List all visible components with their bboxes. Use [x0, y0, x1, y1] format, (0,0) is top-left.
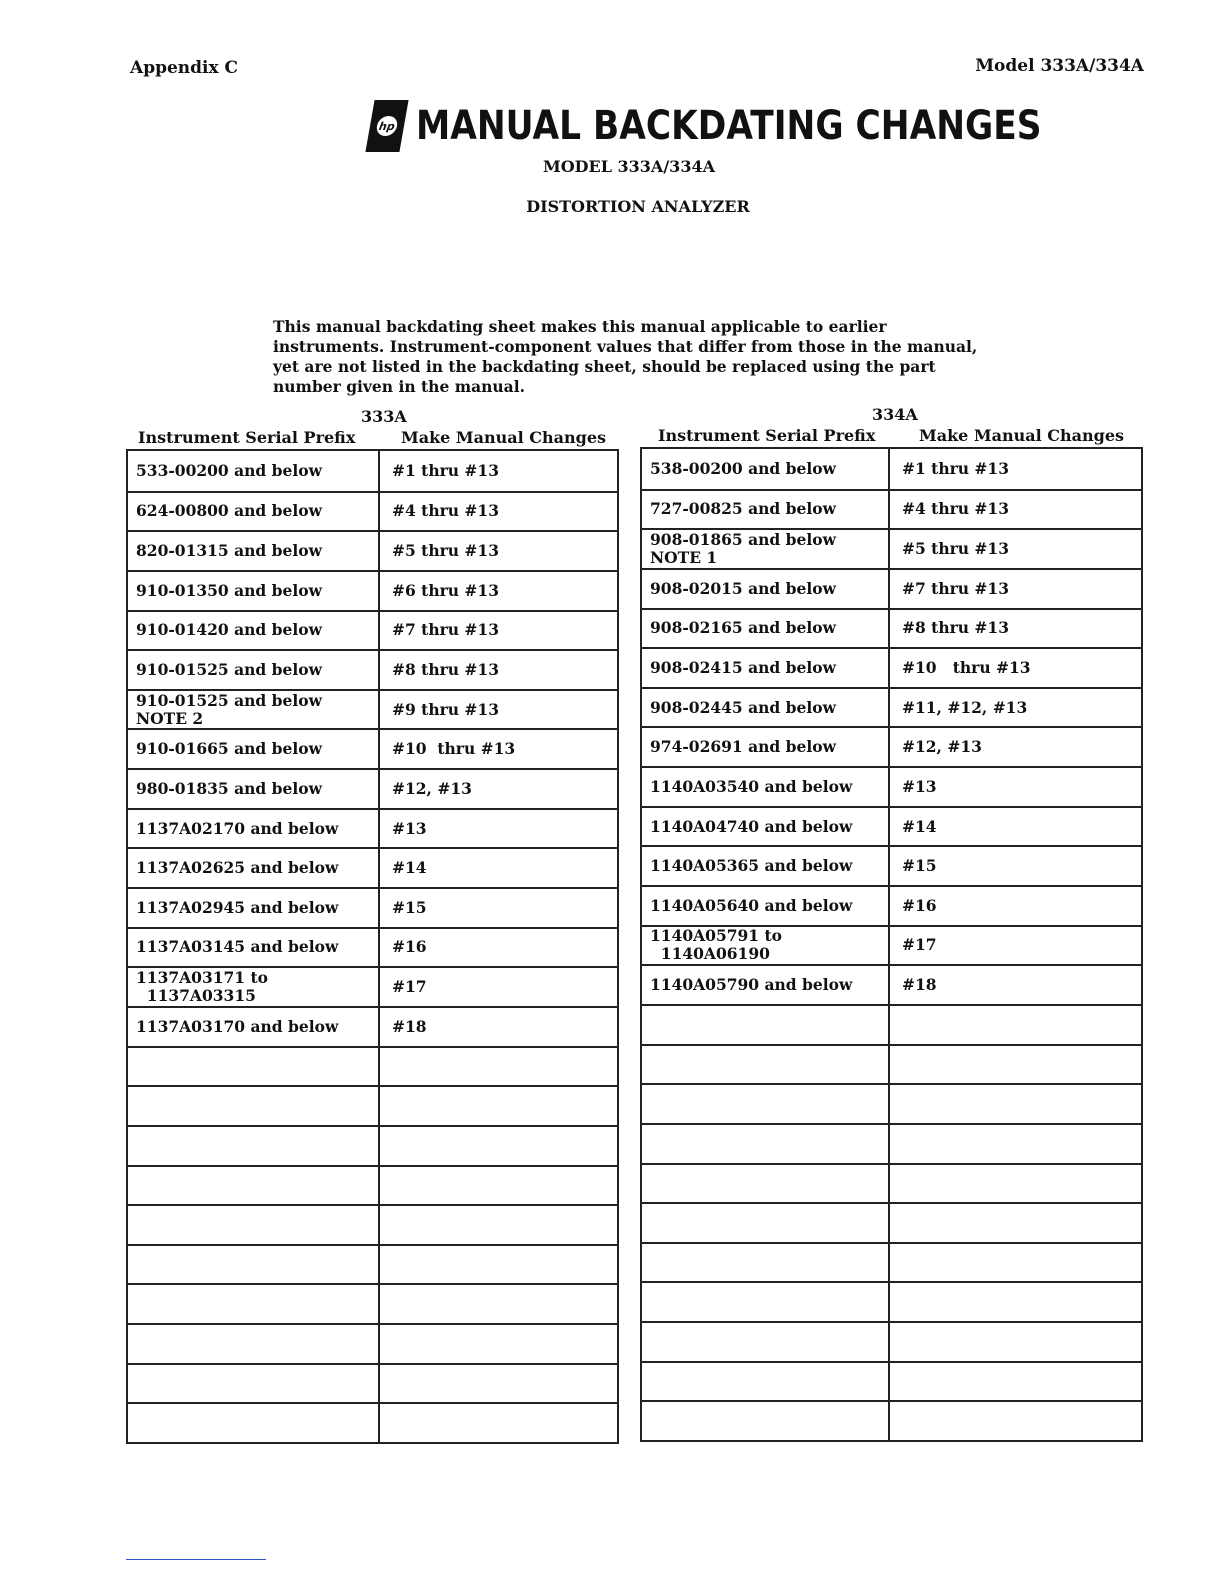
table-row	[642, 489, 1141, 529]
table-row	[642, 528, 1141, 568]
manual-changes-cell	[888, 1165, 1141, 1203]
manual-changes-cell	[378, 1365, 617, 1403]
manual-changes-cell: #16	[888, 887, 1141, 925]
serial-prefix-cell	[642, 1283, 888, 1321]
table-row	[642, 1044, 1141, 1084]
table-row	[128, 1046, 617, 1086]
table-row	[642, 845, 1141, 885]
manual-changes-cell: #12, #13	[888, 728, 1141, 766]
serial-prefix-cell	[128, 1246, 378, 1284]
table-row	[642, 726, 1141, 766]
hp-logo-icon	[365, 100, 408, 152]
manual-changes-cell: #4 thru #13	[888, 491, 1141, 529]
manual-changes-cell: #15	[378, 889, 617, 927]
serial-prefix-cell: 1137A03171 to 1137A03315	[136, 968, 268, 1006]
manual-changes-cell	[378, 1246, 617, 1284]
serial-prefix-cell: 910-01420 and below	[136, 620, 322, 640]
logo-text: hp	[377, 119, 397, 133]
serial-prefix-cell	[642, 1085, 888, 1123]
serial-prefix-cell: 1137A02945 and below	[136, 897, 339, 917]
table-row	[642, 449, 1141, 489]
table-row	[128, 1165, 617, 1205]
serial-prefix-cell	[128, 1285, 378, 1323]
manual-changes-cell: #17	[888, 927, 1141, 965]
serial-prefix-cell: 1140A05640 and below	[650, 895, 853, 915]
left-serial-header: Instrument Serial Prefix	[138, 428, 356, 447]
serial-prefix-cell: 908-02165 and below	[650, 618, 836, 638]
table-row	[128, 1323, 617, 1363]
table-row	[642, 964, 1141, 1004]
serial-prefix-cell: 820-01315 and below	[136, 541, 322, 561]
manual-changes-cell	[888, 1046, 1141, 1084]
manual-changes-cell	[888, 1204, 1141, 1242]
table-row	[128, 451, 617, 491]
manual-changes-cell: #13	[888, 768, 1141, 806]
serial-prefix-cell: 910-01665 and below	[136, 739, 322, 759]
manual-changes-cell	[888, 1402, 1141, 1440]
serial-prefix-cell	[642, 1363, 888, 1401]
serial-prefix-cell	[642, 1402, 888, 1440]
manual-changes-cell	[888, 1363, 1141, 1401]
model-subtitle: MODEL 333A/334A	[542, 157, 715, 176]
table-row	[642, 1202, 1141, 1242]
serial-prefix-cell	[128, 1365, 378, 1403]
serial-prefix-cell	[642, 1046, 888, 1084]
table-row	[128, 768, 617, 808]
table-333a	[126, 449, 619, 1444]
manual-changes-cell	[378, 1325, 617, 1363]
table-row	[642, 1083, 1141, 1123]
serial-prefix-cell: 1137A03145 and below	[136, 937, 339, 957]
manual-changes-cell: #10 thru #13	[378, 730, 617, 768]
manual-changes-cell	[888, 1244, 1141, 1282]
serial-prefix-cell: 624-00800 and below	[136, 501, 322, 521]
manual-changes-cell: #7 thru #13	[888, 570, 1141, 608]
table-row	[642, 1361, 1141, 1401]
manual-changes-cell: #6 thru #13	[378, 572, 617, 610]
table-row	[128, 1006, 617, 1046]
table-row	[128, 649, 617, 689]
serial-prefix-cell	[128, 1325, 378, 1363]
serial-prefix-cell: 727-00825 and below	[650, 499, 836, 519]
manual-changes-cell: #18	[378, 1008, 617, 1046]
serial-prefix-cell: 533-00200 and below	[136, 460, 322, 480]
serial-prefix-cell	[642, 1006, 888, 1044]
serial-prefix-cell: 910-01525 and below	[136, 660, 322, 679]
product-subtitle: DISTORTION ANALYZER	[526, 197, 750, 216]
manual-changes-cell	[888, 1283, 1141, 1321]
manual-changes-cell: #8 thru #13	[888, 610, 1141, 648]
footer-divider	[126, 1559, 266, 1560]
table-row	[642, 647, 1141, 687]
serial-prefix-cell: 980-01835 and below	[136, 778, 322, 798]
serial-prefix-cell: 974-02691 and below	[650, 737, 836, 757]
left-model-heading: 333A	[361, 407, 407, 426]
manual-changes-cell: #1 thru #13	[378, 451, 617, 491]
serial-prefix-cell: 1137A02625 and below	[136, 858, 339, 878]
table-row	[642, 1163, 1141, 1203]
table-row	[642, 1321, 1141, 1361]
serial-prefix-cell	[642, 1125, 888, 1163]
table-row	[128, 610, 617, 650]
table-row	[642, 925, 1141, 965]
left-changes-header: Make Manual Changes	[401, 428, 607, 447]
manual-changes-cell: #12, #13	[378, 770, 617, 808]
serial-prefix-cell: 908-02445 and below	[650, 697, 836, 717]
manual-changes-cell	[378, 1206, 617, 1244]
manual-changes-cell: #17	[378, 968, 617, 1006]
serial-prefix-cell: 1140A05365 and below	[650, 856, 853, 876]
model-label: Model 333A/334A	[975, 56, 1144, 76]
manual-changes-cell	[888, 1085, 1141, 1123]
table-row	[128, 689, 617, 729]
manual-changes-cell: #4 thru #13	[378, 493, 617, 531]
table-row	[642, 608, 1141, 648]
table-row	[128, 1283, 617, 1323]
table-row	[128, 491, 617, 531]
serial-prefix-cell: 1140A04740 and below	[650, 816, 853, 836]
table-row	[128, 1204, 617, 1244]
serial-prefix-cell	[128, 1404, 378, 1442]
manual-changes-cell	[378, 1285, 617, 1323]
serial-prefix-cell: 1137A02170 and below	[136, 818, 339, 838]
table-row	[642, 885, 1141, 925]
table-row	[642, 806, 1141, 846]
table-row	[642, 687, 1141, 727]
table-row	[642, 1123, 1141, 1163]
manual-changes-cell: #14	[378, 849, 617, 887]
manual-changes-cell	[888, 1006, 1141, 1044]
table-row	[642, 1242, 1141, 1282]
serial-prefix-cell: 908-01865 and below NOTE 1	[650, 530, 836, 568]
serial-prefix-cell: 910-01350 and below	[136, 580, 322, 600]
manual-changes-cell: #5 thru #13	[888, 530, 1141, 568]
serial-prefix-cell	[642, 1244, 888, 1282]
table-row	[128, 530, 617, 570]
table-row	[642, 766, 1141, 806]
table-row	[128, 847, 617, 887]
manual-changes-cell: #10 thru #13	[888, 649, 1141, 687]
table-row	[642, 1400, 1141, 1440]
right-model-heading: 334A	[872, 405, 918, 424]
table-row	[128, 1244, 617, 1284]
table-row	[642, 1281, 1141, 1321]
right-changes-header: Make Manual Changes	[919, 426, 1125, 445]
table-row	[128, 570, 617, 610]
serial-prefix-cell: 910-01525 and below NOTE 2	[136, 690, 322, 728]
serial-prefix-cell	[128, 1167, 378, 1205]
table-row	[642, 568, 1141, 608]
table-row	[128, 927, 617, 967]
title-block	[370, 100, 1143, 152]
table-row	[128, 1402, 617, 1442]
serial-prefix-cell: 908-02415 and below	[650, 658, 836, 677]
manual-changes-cell	[378, 1087, 617, 1125]
serial-prefix-cell: 1137A03170 and below	[136, 1016, 339, 1036]
serial-prefix-cell: 908-02015 and below	[650, 578, 836, 598]
manual-changes-cell	[378, 1167, 617, 1205]
manual-changes-cell: #9 thru #13	[378, 691, 617, 729]
manual-changes-cell: #13	[378, 810, 617, 848]
table-row	[128, 1125, 617, 1165]
right-serial-header: Instrument Serial Prefix	[658, 426, 876, 445]
table-row	[128, 808, 617, 848]
table-row	[128, 1085, 617, 1125]
manual-changes-cell: #1 thru #13	[888, 449, 1141, 489]
table-row	[128, 728, 617, 768]
intro-paragraph: This manual backdating sheet makes this manual applicable to earlier instruments. Instrument-component values that differ from those in the manual, yet are not listed in the backdating sheet, should be replaced using the part number given in the manual.	[273, 317, 978, 396]
serial-prefix-cell	[128, 1127, 378, 1165]
manual-changes-cell	[378, 1048, 617, 1086]
table-row	[128, 1363, 617, 1403]
table-row	[642, 1004, 1141, 1044]
manual-changes-cell: #7 thru #13	[378, 612, 617, 650]
manual-changes-cell: #11, #12, #13	[888, 689, 1141, 727]
manual-changes-cell: #14	[888, 808, 1141, 846]
manual-changes-cell: #16	[378, 929, 617, 967]
table-334a	[640, 447, 1143, 1442]
table-row	[128, 966, 617, 1006]
manual-changes-cell: #18	[888, 966, 1141, 1004]
manual-changes-cell: #15	[888, 847, 1141, 885]
manual-changes-cell	[888, 1125, 1141, 1163]
manual-changes-cell	[378, 1404, 617, 1442]
serial-prefix-cell	[642, 1323, 888, 1361]
serial-prefix-cell: 1140A05790 and below	[650, 975, 853, 995]
serial-prefix-cell: 538-00200 and below	[650, 458, 836, 478]
appendix-label: Appendix C	[130, 58, 239, 78]
serial-prefix-cell: 1140A05791 to 1140A06190	[650, 926, 782, 964]
manual-changes-cell	[378, 1127, 617, 1165]
serial-prefix-cell	[128, 1048, 378, 1086]
manual-changes-cell	[888, 1323, 1141, 1361]
serial-prefix-cell	[642, 1204, 888, 1242]
manual-changes-cell: #8 thru #13	[378, 651, 617, 689]
serial-prefix-cell	[642, 1165, 888, 1203]
page-title: MANUAL BACKDATING CHANGES	[416, 103, 1042, 149]
manual-changes-cell: #5 thru #13	[378, 532, 617, 570]
serial-prefix-cell	[128, 1087, 378, 1125]
serial-prefix-cell: 1140A03540 and below	[650, 776, 853, 796]
serial-prefix-cell	[128, 1206, 378, 1244]
table-row	[128, 887, 617, 927]
